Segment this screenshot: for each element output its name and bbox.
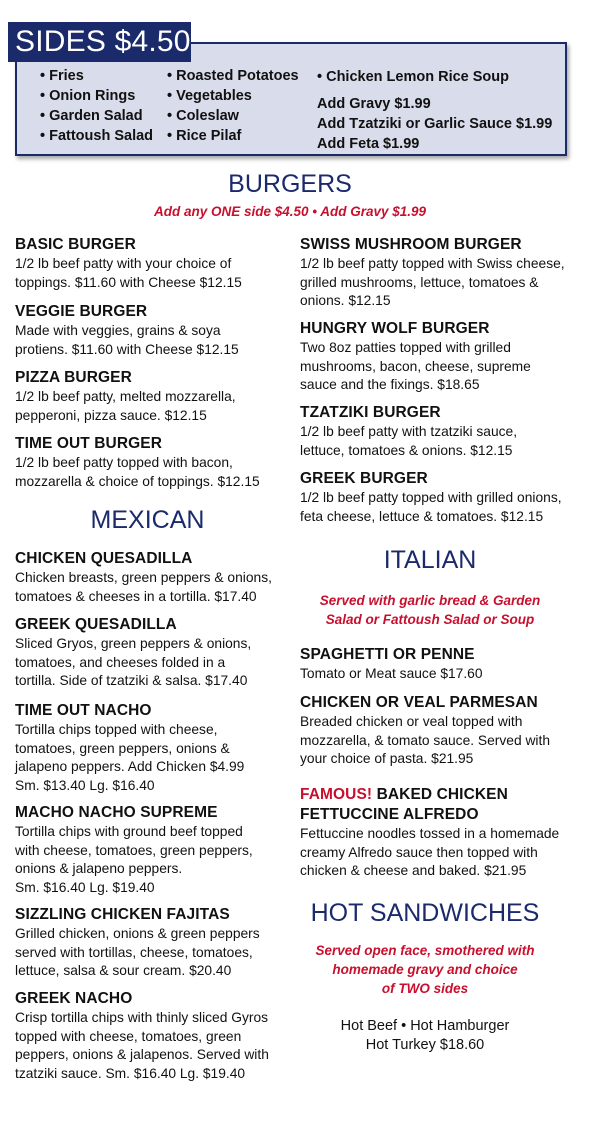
item-name [300, 785, 559, 805]
menu-item [15, 302, 239, 359]
item-name: TIME OUT NACHO [15, 702, 152, 719]
side-extra: Add Tzatziki or Garlic Sauce $1.99 [317, 116, 553, 132]
item-name: VEGGIE BURGER [15, 303, 148, 320]
item-desc: 1/2 lb beef patty topped with bacon, [15, 455, 233, 470]
hot-sandwiches-note-line: of TWO sides [381, 981, 469, 996]
menu-item [300, 469, 562, 526]
item-desc: onions & jalapeno peppers. [15, 861, 183, 876]
item-desc: topped with cheese, tomatoes, green [15, 1028, 242, 1044]
menu-item [300, 403, 517, 460]
item-desc: creamy Alfredo sauce then topped with [300, 844, 538, 860]
side-item-soup: • Chicken Lemon Rice Soup [317, 69, 509, 85]
burgers-note: Add any ONE side $4.50 • Add Gravy $1.99 [153, 204, 427, 219]
item-desc: 1/2 lb beef patty, melted mozzarella, [15, 389, 236, 404]
item-name-line2: FETTUCCINE ALFREDO [300, 806, 479, 823]
item-desc: lettuce, salsa & sour cream. $20.40 [15, 963, 232, 978]
item-desc: 1/2 lb beef patty with your choice of [15, 256, 232, 271]
menu-item [15, 368, 236, 425]
side-item: • Fries [40, 68, 84, 84]
menu-item [15, 989, 269, 1083]
menu-item [15, 803, 253, 897]
item-desc: mozzarella, & tomato sauce. Served with [300, 732, 550, 748]
item-desc: Sm. $13.40 Lg. $16.40 [15, 777, 155, 793]
item-name: SWISS MUSHROOM BURGER [300, 236, 522, 253]
item-desc: protiens. $11.60 with Cheese $12.15 [15, 341, 239, 357]
item-name: BASIC BURGER [15, 236, 136, 253]
item-desc: tzatziki sauce. Sm. $16.40 Lg. $19.40 [15, 1065, 246, 1081]
item-desc: jalapeno peppers. Add Chicken $4.99 [15, 759, 245, 774]
item-desc: onions. $12.15 [300, 293, 391, 308]
burgers-title: BURGERS [228, 170, 352, 198]
item-desc: Tomato or Meat sauce $17.60 [300, 666, 483, 681]
item-desc: Made with veggies, grains & soya [15, 323, 221, 338]
menu-item [300, 785, 559, 881]
item-name: GREEK BURGER [300, 470, 428, 487]
menu-item [300, 319, 531, 395]
sides-title: SIDES $4.50 [8, 22, 191, 62]
menu-item [300, 235, 565, 311]
sides-list-3 [317, 67, 552, 154]
item-desc: your choice of pasta. $21.95 [300, 751, 474, 766]
menu-item [15, 549, 272, 606]
menu-item [15, 434, 260, 491]
item-desc: feta cheese, lettuce & tomatoes. $12.15 [300, 508, 544, 524]
menu-item [15, 615, 251, 691]
item-name: PIZZA BURGER [15, 369, 132, 386]
italian-note-line: Salad or Fattoush Salad or Soup [325, 612, 535, 627]
side-item: • Fattoush Salad [40, 128, 154, 144]
item-name: MACHO NACHO SUPREME [15, 804, 218, 821]
item-desc: Grilled chicken, onions & green peppers [15, 926, 260, 941]
sides-list-1 [40, 66, 153, 146]
hot-sandwiches-note-line: homemade gravy and choice [332, 962, 518, 977]
item-desc: Tortilla chips with ground beef topped [15, 824, 243, 839]
item-desc: 1/2 lb beef patty with tzatziki sauce, [300, 424, 518, 439]
item-name: TZATZIKI BURGER [300, 404, 441, 421]
item-desc: Sliced Gryos, green peppers & onions, [15, 636, 252, 651]
item-name: SPAGHETTI OR PENNE [300, 646, 475, 663]
mexican-title: MEXICAN [90, 506, 205, 534]
item-desc: Sm. $16.40 Lg. $19.40 [15, 879, 155, 895]
item-name: CHICKEN QUESADILLA [15, 550, 193, 567]
item-desc: served with tortillas, cheese, tomatoes, [15, 944, 253, 960]
item-name: GREEK NACHO [15, 990, 133, 1007]
item-desc: tomatoes, and cheeses folded in a [15, 654, 226, 670]
famous-badge: FAMOUS! [300, 786, 373, 803]
menu-item [300, 645, 483, 684]
sides-list-2 [167, 66, 299, 146]
item-desc: Fettuccine noodles tossed in a homemade [300, 826, 560, 841]
item-desc: 1/2 lb beef patty topped with grilled onions, [300, 490, 562, 505]
item-desc: Crisp tortilla chips with thinly sliced Gyros [15, 1010, 269, 1025]
italian-note-line: Served with garlic bread & Garden [319, 593, 541, 608]
item-desc: toppings. $11.60 with Cheese $12.15 [15, 274, 242, 290]
item-desc: tomatoes & cheeses in a tortilla. $17.40 [15, 588, 257, 604]
item-desc: tortilla. Side of tzatziki & salsa. $17.40 [15, 673, 248, 688]
side-extra: Add Gravy $1.99 [317, 96, 431, 112]
item-desc: mushrooms, bacon, cheese, supreme [300, 358, 531, 374]
menu-item [15, 701, 244, 795]
italian-title: ITALIAN [383, 546, 477, 574]
menu-item [300, 693, 550, 769]
side-item: • Roasted Potatoes [167, 68, 299, 84]
hot-sandwiches-list-line: Hot Turkey $18.60 [365, 1037, 485, 1053]
item-desc: pepperoni, pizza sauce. $12.15 [15, 407, 207, 423]
menu-item [15, 905, 260, 981]
item-desc: grilled mushrooms, lettuce, tomatoes & [300, 274, 539, 290]
hot-sandwiches-list-line: Hot Beef • Hot Hamburger [340, 1018, 510, 1034]
item-desc: lettuce, tomatoes & onions. $12.15 [300, 442, 513, 458]
item-desc: tomatoes, green peppers, onions & [15, 740, 230, 756]
side-item: • Rice Pilaf [167, 128, 242, 144]
item-desc: 1/2 lb beef patty topped with Swiss cheese, [300, 256, 565, 271]
item-name: CHICKEN OR VEAL PARMESAN [300, 694, 538, 711]
item-desc: Breaded chicken or veal topped with [300, 714, 523, 729]
item-desc: Two 8oz patties topped with grilled [300, 340, 511, 355]
side-extra: Add Feta $1.99 [317, 136, 420, 152]
item-desc: sauce and the fixings. $18.65 [300, 377, 480, 392]
side-item: • Onion Rings [40, 88, 136, 104]
item-desc: peppers, onions & jalapenos. Served with [15, 1047, 269, 1062]
hot-sandwiches-note [290, 941, 560, 998]
hot-sandwiches-list [290, 1017, 560, 1055]
item-name: HUNGRY WOLF BURGER [300, 320, 490, 337]
item-desc: Tortilla chips topped with cheese, [15, 722, 218, 737]
hot-sandwiches-note-line: Served open face, smothered with [315, 943, 535, 958]
item-name: SIZZLING CHICKEN FAJITAS [15, 906, 230, 923]
item-desc: chicken & cheese and baked. $21.95 [300, 863, 527, 878]
item-desc: mozzarella & choice of toppings. $12.15 [15, 473, 260, 489]
item-desc: Chicken breasts, green peppers & onions, [15, 570, 272, 585]
side-item: • Coleslaw [167, 108, 239, 124]
italian-note [295, 591, 565, 629]
item-name: TIME OUT BURGER [15, 435, 163, 452]
item-desc: with cheese, tomatoes, green peppers, [15, 842, 253, 858]
side-item: • Garden Salad [40, 108, 143, 124]
side-item: • Vegetables [167, 88, 252, 104]
item-name-part: BAKED CHICKEN [372, 786, 508, 803]
hot-sandwiches-title: HOT SANDWICHES [310, 899, 540, 927]
menu-item [15, 235, 242, 292]
item-name: GREEK QUESADILLA [15, 616, 177, 633]
